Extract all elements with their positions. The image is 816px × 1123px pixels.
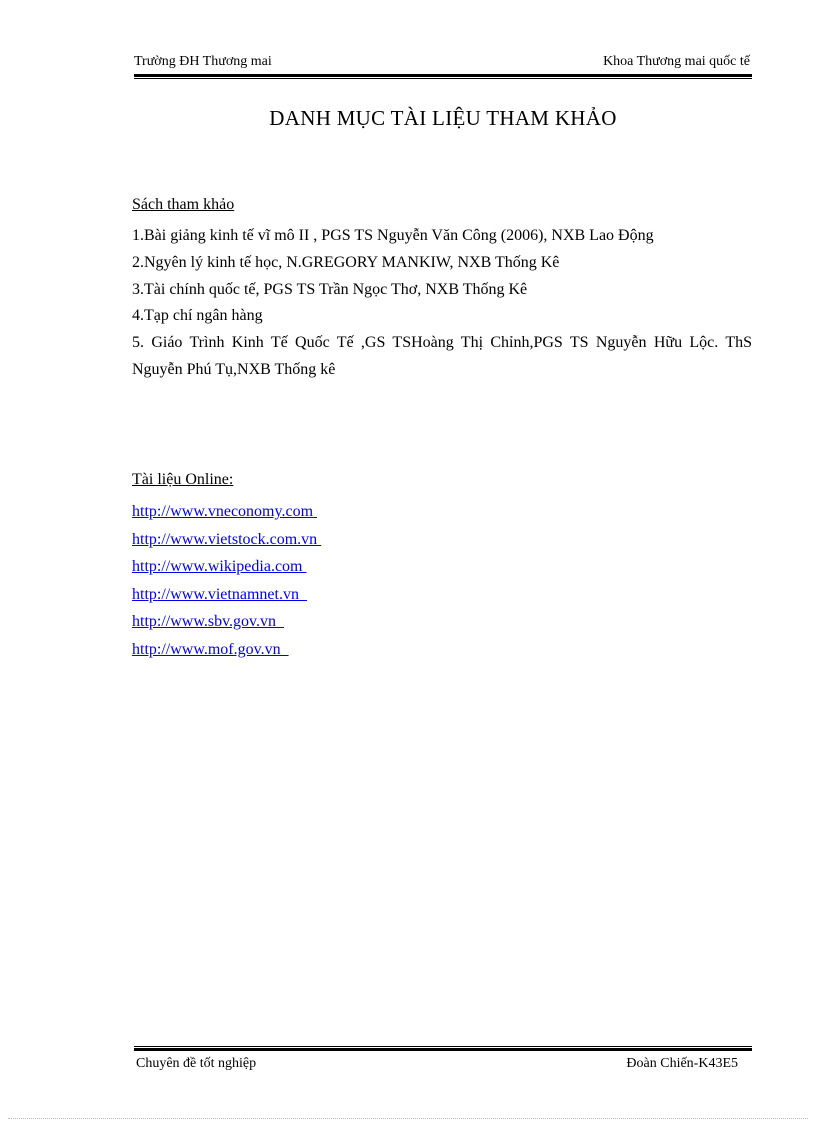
link-vneconomy[interactable]: http://www.vneconomy.com <box>132 503 318 520</box>
header-school: Trường ĐH Thương mai <box>134 54 272 69</box>
reference-item: 4.Tạp chí ngân hàng <box>132 307 263 325</box>
reference-item: 1.Bài giảng kinh tế vĩ mô II , PGS TS Nguyễn Văn Công (2006), NXB Lao Động <box>132 227 654 244</box>
reference-item: 5. Giáo Trình Kinh Tế Quốc Tế ,GS TSHoàng Thị Chỉnh,PGS TS Nguyễn Hữu Lộc. ThS Nguyễn Phú Tụ,NXB Thống kê <box>132 334 752 378</box>
link-wikipedia[interactable]: http://www.wikipedia.com <box>132 558 307 576</box>
header-faculty: Khoa Thương mai quốc tế <box>603 54 750 69</box>
footer-topic: Chuyên đề tốt nghiệp <box>136 1056 257 1071</box>
link-vietnamnet[interactable]: http://www.vietnamnet.vn <box>132 585 307 603</box>
page-footer <box>136 1056 738 1072</box>
link-sbv[interactable]: http://www.sbv.gov.vn <box>132 613 284 631</box>
page-title: DANH MỤC TÀI LIỆU THAM KHẢO <box>269 106 617 130</box>
footer-author: Đoàn Chiến-K43E5 <box>626 1056 738 1071</box>
page-edge-divider <box>8 1118 808 1119</box>
reference-list <box>132 223 752 384</box>
online-heading: Tài liệu Online: <box>132 471 234 488</box>
books-heading: Sách tham khảo <box>132 196 235 213</box>
page-header <box>134 54 750 70</box>
reference-item: 3.Tài chính quốc tế, PGS TS Trần Ngọc Thơ, NXB Thống Kê <box>132 280 528 298</box>
header-rule <box>134 74 752 79</box>
link-vietstock[interactable]: http://www.vietstock.com.vn <box>132 530 322 548</box>
reference-item: 2.Ngyên lý kinh tế học, N.GREGORY MANKIW, NXB Thống Kê <box>132 253 560 271</box>
link-mof[interactable]: http://www.mof.gov.vn <box>132 640 289 658</box>
online-links <box>132 498 321 664</box>
footer-rule <box>134 1046 752 1051</box>
